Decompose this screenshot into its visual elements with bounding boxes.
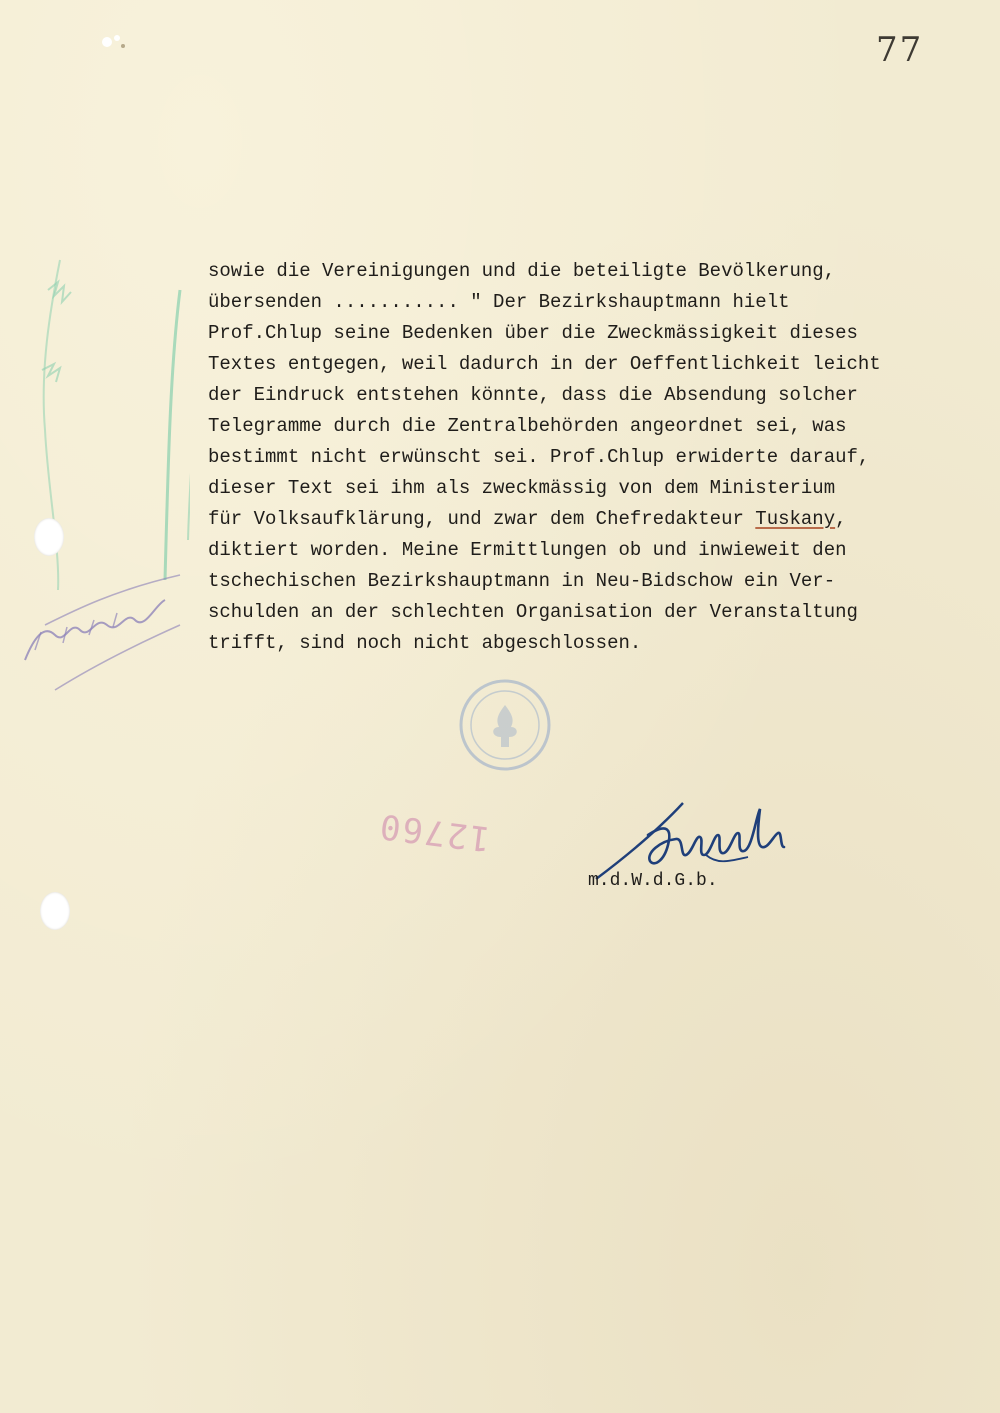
punch-hole-bottom bbox=[40, 892, 70, 930]
text-line: dieser Text sei ihm als zweckmässig von dem Ministerium bbox=[208, 477, 836, 499]
text-line: diktiert worden. Meine Ermittlungen ob und inwieweit den bbox=[208, 539, 847, 561]
line-text-before: für Volksaufklärung, und zwar dem Chefredakteur bbox=[208, 508, 756, 530]
text-line: Telegramme durch die Zentralbehörden angeordnet sei, was bbox=[208, 415, 847, 437]
text-line: trifft, sind noch nicht abgeschlossen. bbox=[208, 632, 642, 654]
punch-hole-top bbox=[34, 518, 64, 556]
underlined-name: Tuskany bbox=[755, 508, 836, 530]
letter-body bbox=[208, 256, 968, 659]
text-line: tschechischen Bezirkshauptmann in Neu-Bidschow ein Ver- bbox=[208, 570, 836, 592]
line-text-after: , bbox=[835, 508, 847, 530]
text-line: Textes entgegen, weil dadurch in der Oeffentlichkeit leicht bbox=[208, 353, 881, 375]
text-line: schulden an der schlechten Organisation der Veranstaltung bbox=[208, 601, 858, 623]
ink-blot bbox=[95, 28, 135, 58]
signature-block bbox=[588, 795, 808, 905]
green-pencil-marks bbox=[20, 250, 190, 610]
text-line bbox=[208, 504, 968, 535]
text-line: übersenden ........... " Der Bezirkshauptmann hielt bbox=[208, 291, 790, 313]
page-number: 77 bbox=[876, 30, 924, 70]
text-line: der Eindruck entstehen könnte, dass die Absendung solcher bbox=[208, 384, 858, 406]
text-line: sowie die Vereinigungen und die beteiligte Bevölkerung, bbox=[208, 260, 836, 282]
purple-pencil-annotation bbox=[15, 565, 195, 705]
signature-caption: m.d.W.d.G.b. bbox=[588, 871, 718, 891]
round-office-stamp bbox=[455, 675, 555, 775]
text-line: bestimmt nicht erwünscht sei. Prof.Chlup erwiderte darauf, bbox=[208, 446, 870, 468]
text-line: Prof.Chlup seine Bedenken über die Zweckmässigkeit dieses bbox=[208, 322, 858, 344]
registry-number-stamp: 12760 bbox=[375, 805, 493, 859]
